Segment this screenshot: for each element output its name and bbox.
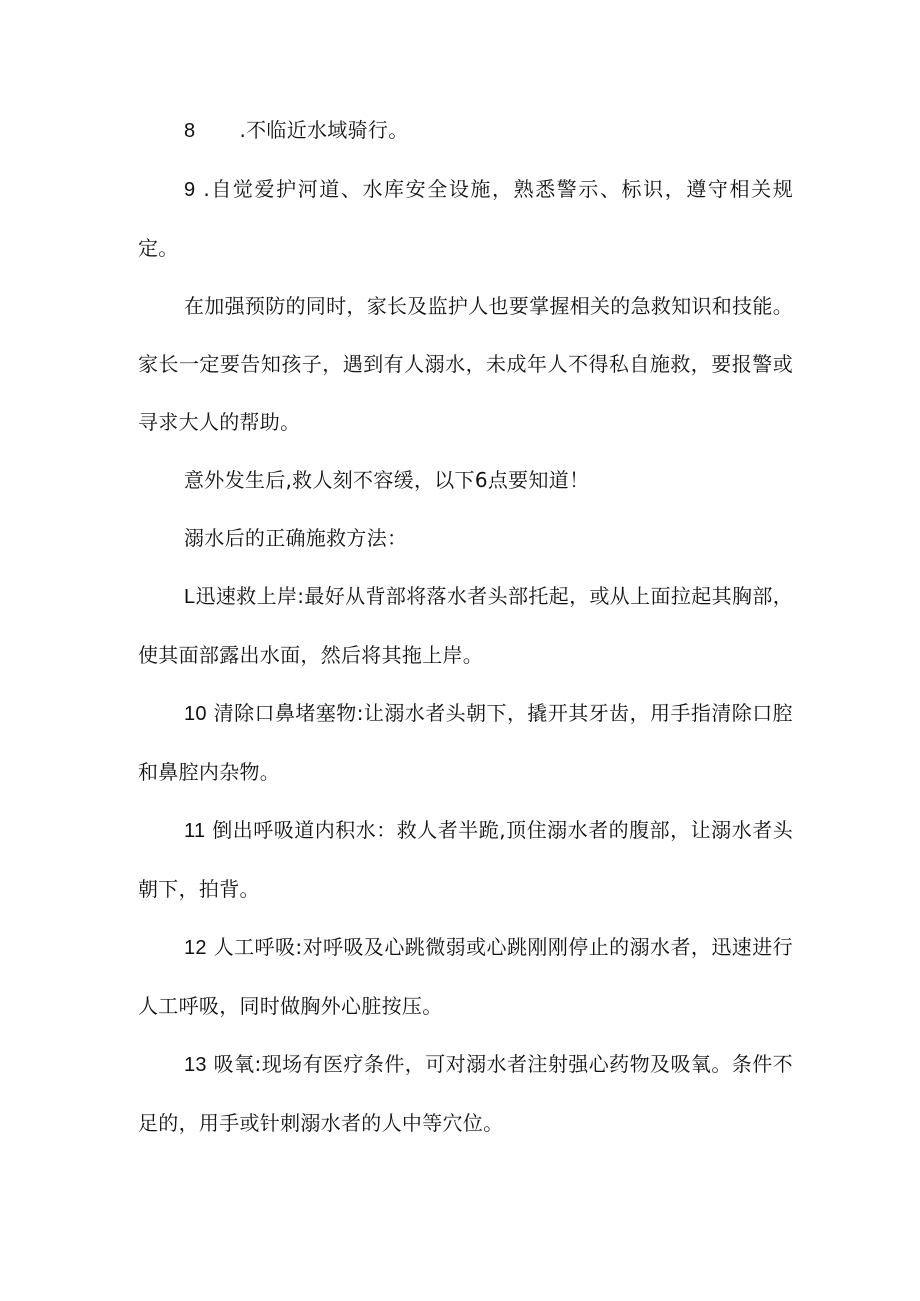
paragraph-text: 倒出呼吸道内积水：救人者半跪,顶住溺水者的腹部，让溺水者头朝下，拍背。 [138,818,793,901]
item-number: 8 [184,120,196,142]
paragraph-text: 意外发生后,救人刻不容缓，以下6点要知道！ [184,468,590,492]
document-body [138,101,793,1152]
paragraph-step-12 [138,918,793,1035]
paragraph-six-points [138,451,793,509]
paragraph-prevention-note [138,277,793,451]
paragraph-item-8 [138,101,793,160]
paragraph-step-11 [138,801,793,918]
paragraph-rescue-heading [138,509,793,567]
paragraph-text: 清除口鼻堵塞物:让溺水者头朝下，撬开其牙齿，用手指清除口腔和鼻腔内杂物。 [138,701,793,784]
item-number: 10 [184,703,207,725]
paragraph-text: 溺水后的正确施救方法： [184,526,408,550]
item-number: L [184,586,196,608]
paragraph-text: 迅速救上岸:最好从背部将落水者头部托起，或从上面拉起其胸部，使其面部露出水面，然后将其拖上岸。 [138,584,793,667]
paragraph-text: 在加强预防的同时，家长及监护人也要掌握相关的急救知识和技能。家长一定要告知孩子，遇到有人溺水，未成年人不得私自施救，要报警或寻求大人的帮助。 [138,294,793,434]
paragraph-text: .自觉爱护河道、水库安全设施，熟悉警示、标识，遵守相关规定。 [138,177,793,260]
paragraph-text: .不临近水域骑行。 [239,118,409,142]
paragraph-text: 吸氧:现场有医疗条件，可对溺水者注射强心药物及吸氧。条件不足的，用手或针刺溺水者的人中等穴位。 [138,1052,793,1135]
item-number: 11 [184,820,206,842]
paragraph-text: 人工呼吸:对呼吸及心跳微弱或心跳刚刚停止的溺水者，迅速进行人工呼吸，同时做胸外心脏按压。 [138,935,793,1018]
paragraph-step-10 [138,684,793,801]
item-number: 9 [184,179,196,201]
paragraph-step-l [138,567,793,684]
paragraph-item-9 [138,160,793,277]
paragraph-step-13 [138,1035,793,1152]
item-number: 13 [184,1054,207,1076]
item-number: 12 [184,937,207,959]
